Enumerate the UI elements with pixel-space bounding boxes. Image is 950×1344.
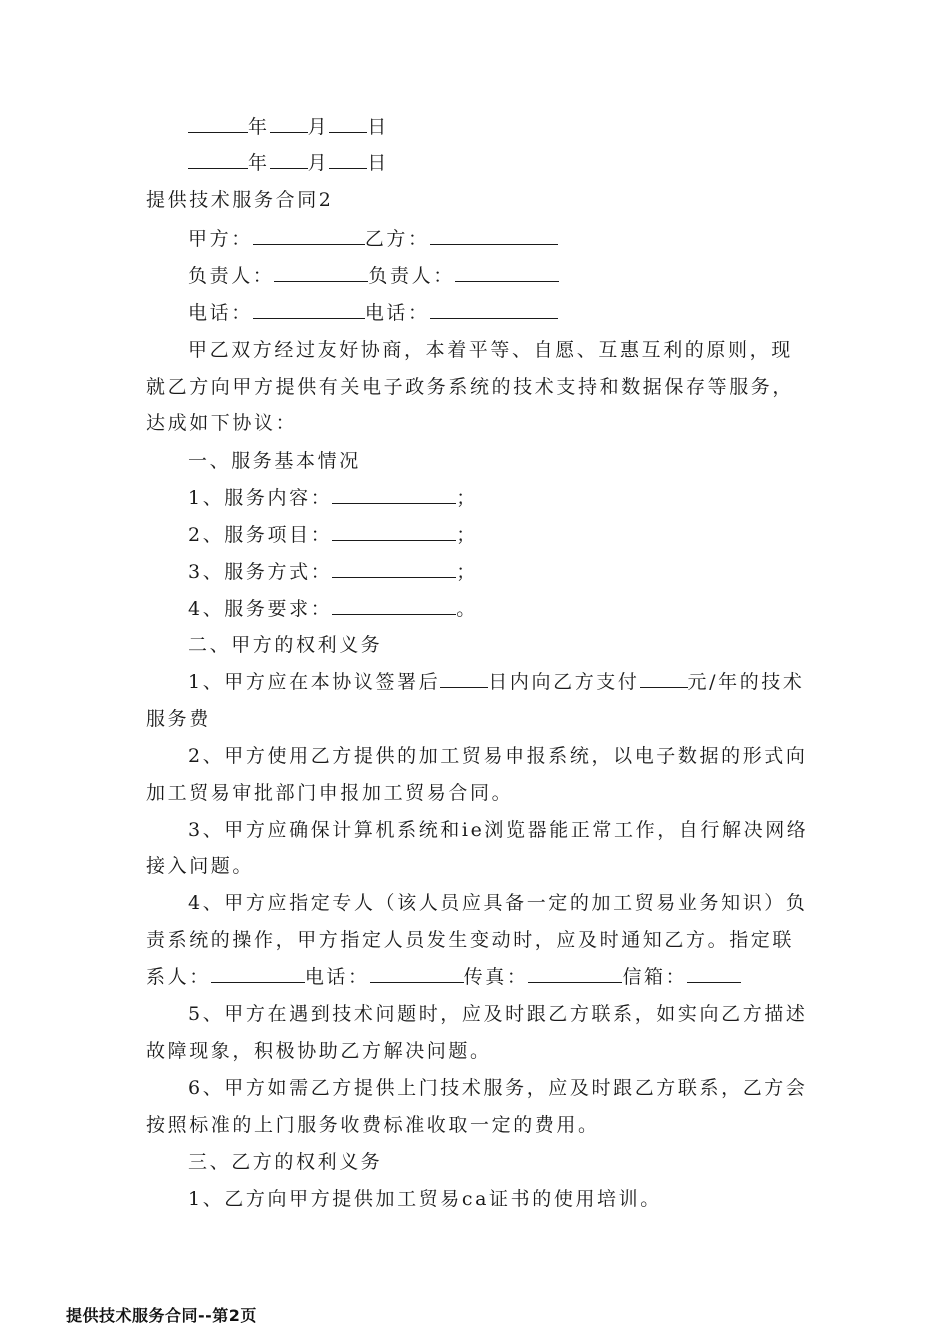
service-item: 4、服务要求： 。 (188, 598, 478, 620)
blank-field (188, 114, 248, 133)
clause-text: 按照标准的上门服务收费标准收取一定的费用。 (146, 1114, 600, 1136)
clause-text: 故障现象，积极协助乙方解决问题。 (146, 1040, 492, 1062)
clause-text: 1、乙方向甲方提供加工贸易ca证书的使用培训。 (188, 1188, 662, 1210)
section-heading: 三、乙方的权利义务 (188, 1151, 383, 1173)
service-item: 2、服务项目： ； (188, 524, 478, 546)
blank-field (528, 964, 622, 983)
intro-text: 达成如下协议： (146, 412, 298, 434)
phone-line: 电话： 电话： (188, 300, 858, 326)
blank-field (329, 150, 367, 169)
blank-field (332, 559, 456, 578)
date-line: 年 月 日 (188, 114, 858, 140)
blank-field (329, 114, 367, 133)
contact-line: 系人： 电话： 传真： 信箱： (146, 964, 816, 990)
intro-text: 甲乙双方经过友好协商，本着平等、自愿、互惠互利的原则，现 (188, 339, 793, 361)
clause-text: 2、甲方使用乙方提供的加工贸易申报系统，以电子数据的形式向 (188, 745, 808, 767)
blank-field (687, 964, 741, 983)
blank-field (253, 226, 365, 245)
blank-field (332, 522, 456, 541)
blank-field (188, 150, 248, 169)
clause-text: 1、甲方应在本协议签署后 日内向乙方支付 元/年的技术 (188, 671, 805, 693)
blank-field (370, 964, 464, 983)
intro-text: 就乙方向甲方提供有关电子政务系统的技术支持和数据保存等服务， (146, 376, 795, 398)
clause-text: 接入问题。 (146, 855, 255, 877)
clause-text: 服务费 (146, 708, 211, 730)
blank-field (270, 114, 308, 133)
head-line: 负责人： 负责人： (188, 263, 858, 289)
clause-text: 4、甲方应指定专人（该人员应具备一定的加工贸易业务知识）负 (188, 892, 808, 914)
page-footer: 提供技术服务合同--第2页 (66, 1306, 257, 1325)
blank-field (253, 300, 365, 319)
clause-text: 3、甲方应确保计算机系统和ie浏览器能正常工作，自行解决网络 (188, 819, 809, 841)
blank-field (332, 596, 456, 615)
section-heading: 二、甲方的权利义务 (188, 634, 383, 656)
blank-field (332, 485, 456, 504)
service-item: 1、服务内容： ； (188, 487, 478, 509)
section-heading: 一、服务基本情况 (188, 450, 361, 472)
clause-text: 5、甲方在遇到技术问题时，应及时跟乙方联系，如实向乙方描述 (188, 1003, 808, 1025)
blank-field (440, 669, 488, 688)
clause-text: 责系统的操作，甲方指定人员发生变动时，应及时通知乙方。指定联 (146, 929, 795, 951)
date-line: 年 月 日 (188, 150, 858, 176)
party-line: 甲方： 乙方： (188, 226, 858, 252)
blank-field (270, 150, 308, 169)
blank-field (640, 669, 688, 688)
document-title: 提供技术服务合同2 (146, 189, 334, 211)
blank-field (430, 226, 558, 245)
blank-field (211, 964, 305, 983)
service-item: 3、服务方式： ； (188, 561, 478, 583)
blank-field (430, 300, 558, 319)
blank-field (455, 263, 559, 282)
clause-text: 6、甲方如需乙方提供上门技术服务，应及时跟乙方联系，乙方会 (188, 1077, 808, 1099)
blank-field (274, 263, 368, 282)
clause-text: 加工贸易审批部门申报加工贸易合同。 (146, 782, 514, 804)
